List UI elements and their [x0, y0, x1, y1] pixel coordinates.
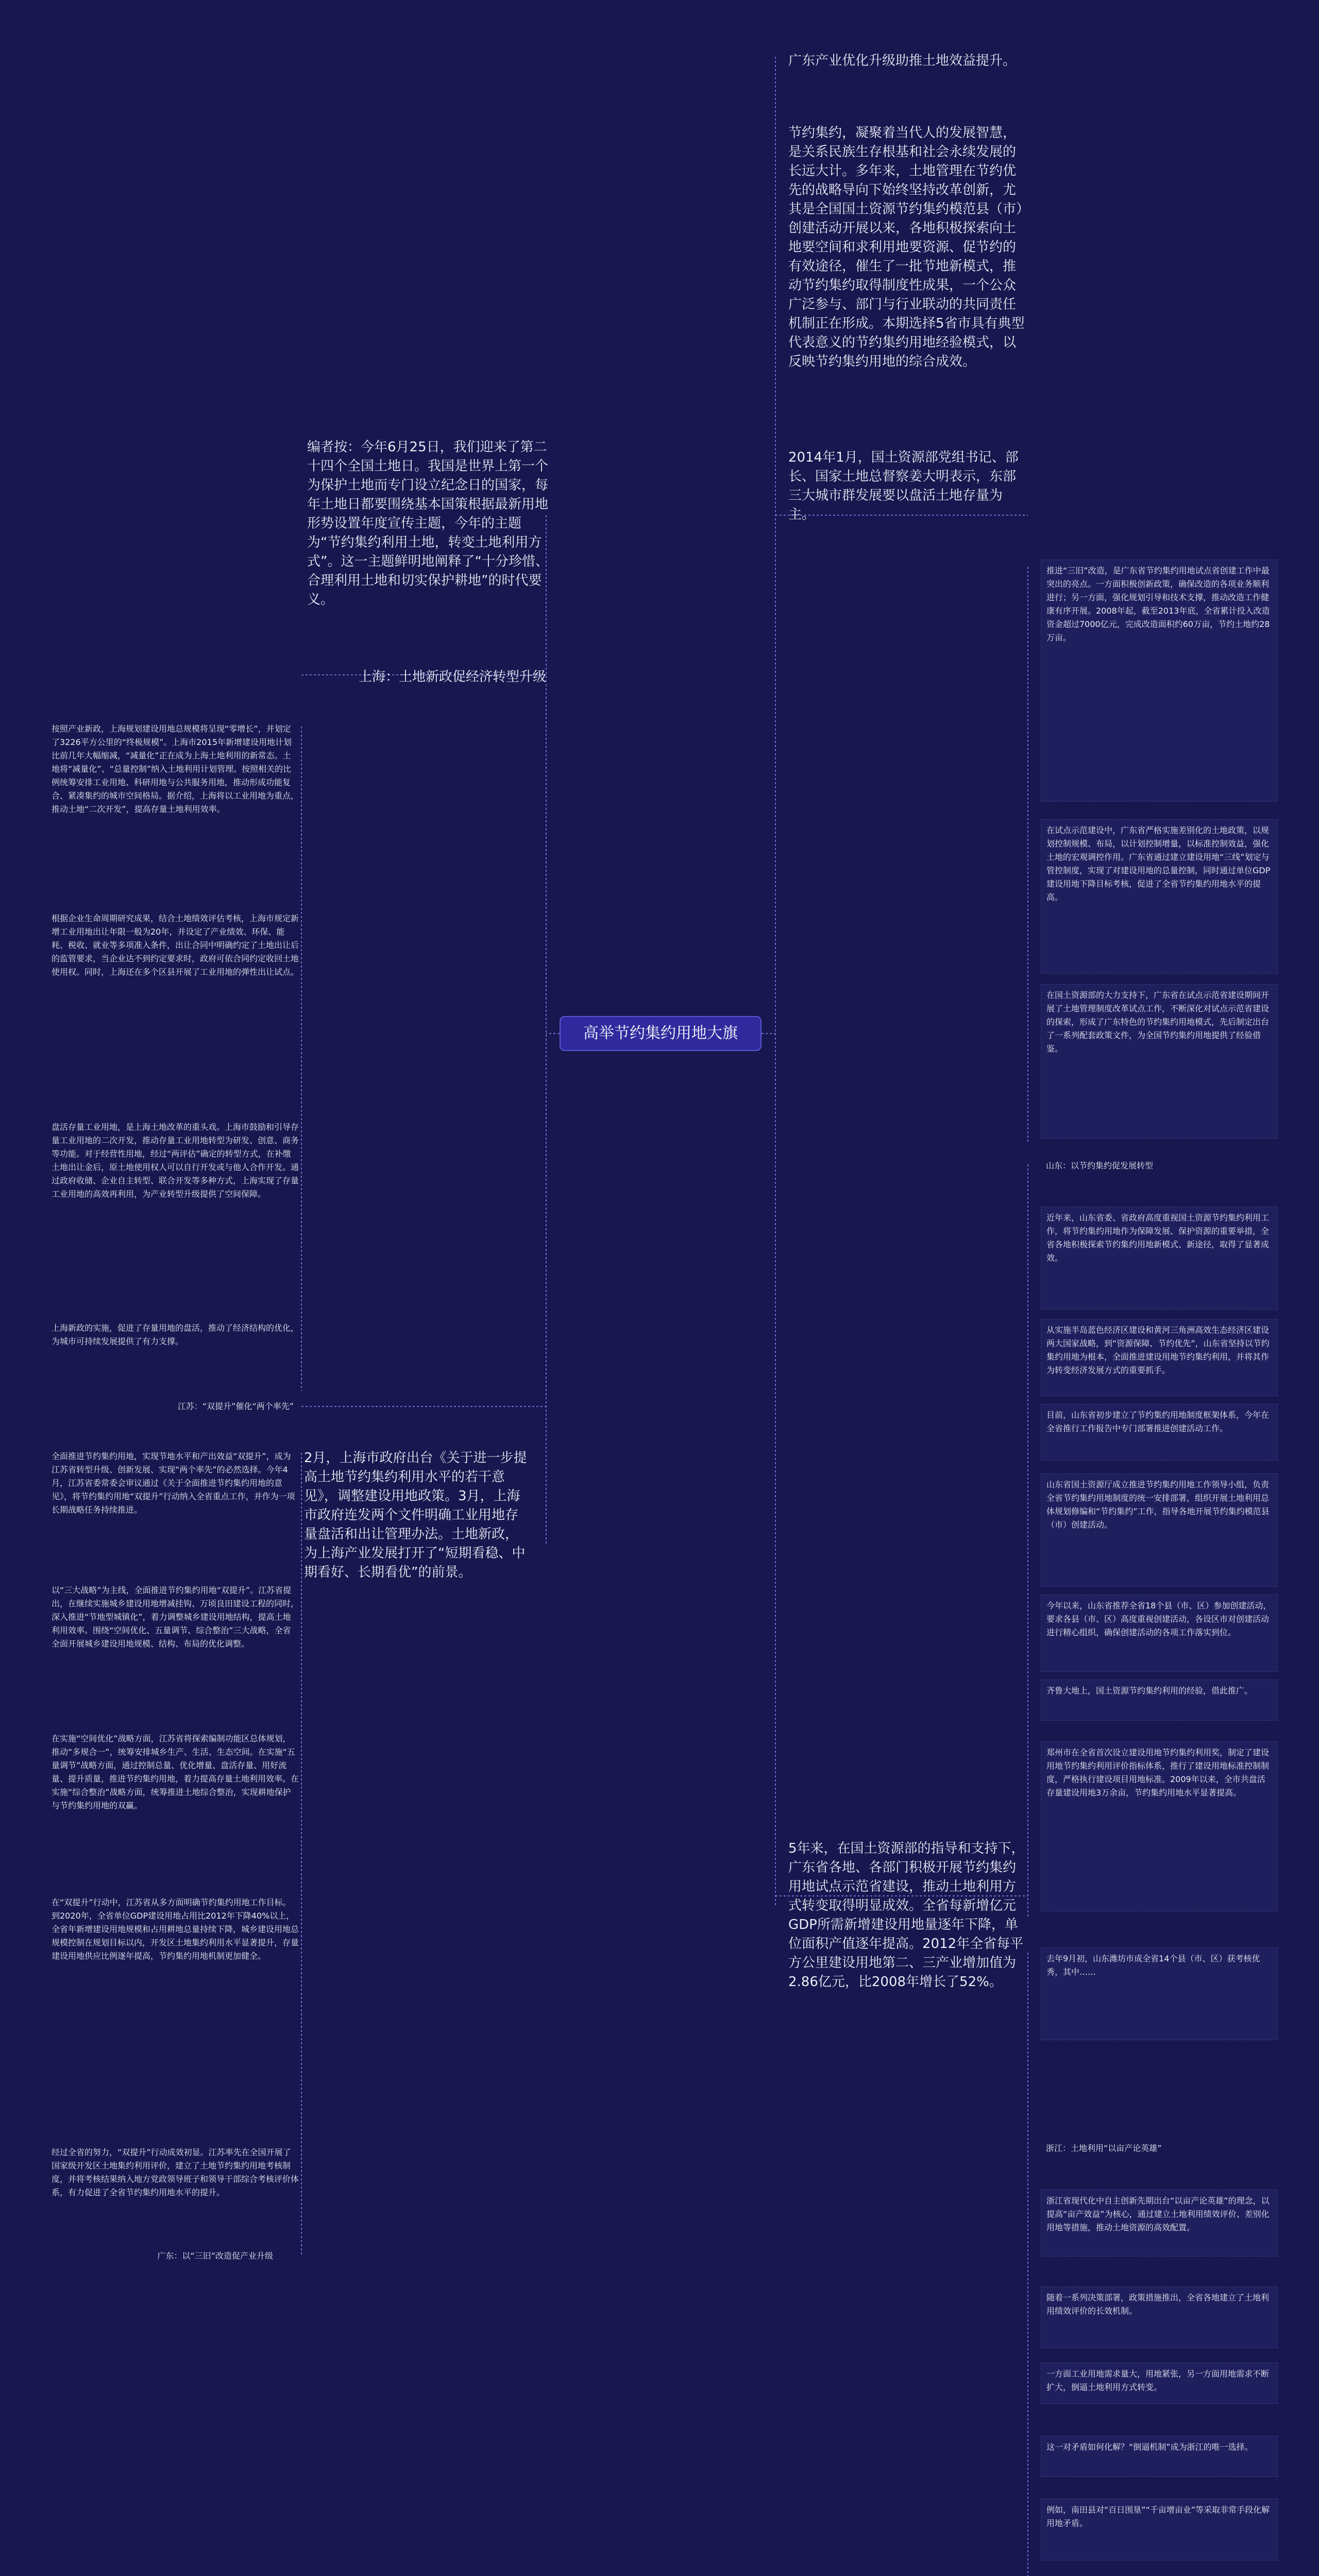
jiangsu-child-4: 在“双提升”行动中，江苏省从多方面明确节约集约用地工作目标。到2020年，全省单位GDP建设用地占用比2012年下降40%以上，全省年新增建设用地规模和占用耕地总量持续下降，城乡建设用地总规模控制在规划目标以内，开发区土地集约利用水平显著提升，存量建设用地供应比例逐年提高，节约集约用地机制更加健全。 — [52, 1897, 299, 1961]
shanghai-child-2: 根据企业生命周期研究成果，结合土地绩效评估考核，上海市规定新增工业用地出让年限一般为20年，并设定了产业绩效、环保、能耗、税收、就业等多项准入条件，出让合同中明确约定了土地出让后的监管要求，当企业达不到约定要求时，政府可依合同约定收回土地使用权。同时，上海还在多个区县开展了工业用地的弹性出让试点。 — [52, 913, 299, 977]
shandong-child-2: 从实施半岛蓝色经济区建设和黄河三角洲高效生态经济区建设两大国家战略，到“资源保障、节约优先”，山东省坚持以节约集约用地为根本，全面推进建设用地节约集约利用，并将其作为转变经济发展方式的重要抓手。 — [1041, 1319, 1278, 1396]
shanghai-child-1: 按照产业新政，上海规划建设用地总规模将呈现“零增长”，并划定了3226平方公里的“终极规模”。上海市2015年新增建设用地计划比前几年大幅缩减，“减量化”正在成为上海土地利用的新常态。土地将“减量化”、“总量控制”纳入土地利用计划管理。按照相关的比例统筹安排工业用地、科研用地与公共服务用地，推动形成功能复合、紧凑集约的城市空间格局。据介绍，上海将以工业用地为重点，推动土地“二次开发”，提高存量土地利用效率。 — [52, 724, 299, 814]
jiangsu-heading: 江苏：“双提升”催化“两个率先” — [177, 1401, 294, 1411]
jiangsu-child-5: 经过全省的努力，“双提升”行动成效初显。江苏率先在全国开展了国家级开发区土地集约利用评价，建立了土地节约集约用地考核制度，并将考核结果纳入地方党政领导班子和领导干部综合考核评价体系，有力促进了全省节约集约用地水平的提升。 — [52, 2147, 299, 2197]
shandong-child-5: 今年以来，山东省推荐全省18个县（市、区）参加创建活动，要求各县（市、区）高度重视创建活动，各设区市对创建活动进行精心组织，确保创建活动的各项工作落实到位。 — [1041, 1595, 1278, 1672]
right-mid-low-paragraph: 5年来，在国土资源部的指导和支持下，广东省各地、各部门积极开展节约集约用地试点示范省建设，推动土地利用方式转变取得明显成效。全省每新增亿元GDP所需新增建设用地量逐年下降，单位面积产值逐年提高。2012年全省每平方公里建设用地第二、三产业增加值为2.86亿元，比2008年增长了52%。 — [788, 1841, 1025, 1990]
shandong-child-7: 郑州市在全省首次设立建设用地节约集约利用奖，制定了建设用地节约集约利用评价指标体系，推行了建设用地标准控制制度，严格执行建设项目用地标准。2009年以来，全市共盘活存量建设用地3万余亩，节约集约用地水平显著提高。 — [1041, 1741, 1278, 1911]
zhejiang-child-2: 随着一系列决策部署，政策措施推出，全省各地建立了土地利用绩效评价的长效机制。 — [1041, 2286, 1278, 2348]
shanghai-heading: 上海：土地新政促经济转型升级 — [358, 669, 546, 685]
shandong-child-4: 山东省国土资源厅成立推进节约集约用地工作领导小组，负责全省节约集约用地制度的统一安排部署，组织开展土地利用总体规划修编和“节约集约”工作，指导各地开展节约集约模范县（市）创建活动。 — [1041, 1473, 1278, 1587]
guangdong-child-1: 推进“三旧”改造，是广东省节约集约用地试点省创建工作中最突出的亮点。一方面积极创新政策，确保改造的各项业务顺利进行；另一方面，强化规划引导和技术支撑，推动改造工作健康有序开展。2008年起，截至2013年底，全省累计投入改造资金超过7000亿元，完成改造面积约60万亩，节约土地约28万亩。 — [1041, 560, 1278, 802]
right-mid-paragraph: 2014年1月，国土资源部党组书记、部长、国家土地总督察姜大明表示，东部三大城市群发展要以盘活土地存量为主。 — [788, 450, 1019, 522]
right-top-paragraph: 节约集约，凝聚着当代人的发展智慧，是关系民族生存根基和社会永续发展的长远大计。多年来，土地管理在节约优先的战略导向下始终坚持改革创新，尤其是全国国土资源节约集约模范县（市）创建活动开展以来，各地积极探索向土地要空间和求利用地要资源、促节约的有效途径，催生了一批节地新模式，推动节约集约取得制度性成果，一个公众广泛参与、部门与行业联动的共同责任机制正在形成。本期选择5省市具有典型代表意义的节约集约用地经验模式，以反映节约集约用地的综合成效。 — [788, 125, 1025, 369]
zhejiang-child-5: 例如，南田县对“百日围垦”“千亩增亩业”等采取非常手段化解用地矛盾。 — [1041, 2499, 1278, 2561]
zhejiang-intro: 去年9月初，山东潍坊市成全省14个县（市、区）获考核优秀，其中…… — [1041, 1947, 1278, 2040]
zhejiang-child-1: 浙江省现代化中自主创新先期出台“以亩产论英雄”的理念，以提高“亩产效益”为核心，通过建立土地利用绩效评价、差别化用地等措施，推动土地资源的高效配置。 — [1041, 2190, 1278, 2257]
jiangsu-child-3: 在实施“空间优化”战略方面，江苏省将探索编制功能区总体规划，推动“多规合一”，统筹安排城乡生产、生活、生态空间。在实施“五量调节”战略方面，通过控制总量、优化增量、盘活存量、用好流量、提升质量，推进节约集约用地，着力提高存量土地利用效率。在实施“综合整治”战略方面，统筹推进土地综合整治，实现耕地保护与节约集约用地的双赢。 — [52, 1734, 299, 1810]
jiangsu-child-2: 以“三大战略”为主线，全面推进节约集约用地“双提升”。江苏省提出，在继续实施城乡建设用地增减挂钩、万顷良田建设工程的同时，深入推进“节地型城镇化”，着力调整城乡建设用地结构，提高土地利用效率。围绕“空间优化、五量调节、综合整治”三大战略，全省全面开展城乡建设用地规模、结构、布局的优化调整。 — [52, 1585, 299, 1649]
shandong-child-1: 近年来，山东省委、省政府高度重视国土资源节约集约利用工作，将节约集约用地作为保障发展、保护资源的重要举措，全省各地积极探索节约集约用地新模式、新途径，取得了显著成效。 — [1041, 1207, 1278, 1310]
shanghai-child-3: 盘活存量工业用地，是上海土地改革的重头戏。上海市鼓励和引导存量工业用地的二次开发，推动存量工业用地转型为研发、创意、商务等功能。对于经营性用地，经过“两评估”确定的转型方式，在补缴土地出让金后，原土地使用权人可以自行开发或与他人合作开发。通过政府收储、企业自主转型、联合开发等多种方式，上海实现了存量工业用地的高效再利用，为产业转型升级提供了空间保障。 — [52, 1122, 299, 1199]
shanghai-intro: 2月，上海市政府出台《关于进一步提高土地节约集约利用水平的若干意见》，调整建设用地政策。3月，上海市政府连发两个文件明确工业用地存量盘活和出让管理办法。土地新政，为上海产业发展打开了“短期看稳、中期看好、长期看优”的前景。 — [304, 1450, 527, 1580]
zhejiang-child-4: 这一对矛盾如何化解？“倒逼机制”成为浙江的唯一选择。 — [1041, 2436, 1278, 2477]
guangdong-child-3: 在国土资源部的大力支持下，广东省在试点示范省建设期间开展了土地管理制度改革试点工作，不断深化对试点示范省建设的探索，形成了广东特色的节约集约用地模式，先后制定出台了一系列配套政策文件，为全国节约集约用地提供了经验借鉴。 — [1041, 984, 1278, 1139]
shandong-child-6: 齐鲁大地上，国土资源节约集约利用的经验，借此推广。 — [1041, 1680, 1278, 1721]
shandong-child-3: 目前，山东省初步建立了节约集约用地制度框架体系，今年在全省推行工作报告中专门部署推进创建活动工作。 — [1041, 1404, 1278, 1461]
jiangsu-child-1: 全面推进节约集约用地，实现节地水平和产出效益“双提升”，成为江苏省转型升级、创新发展、实现“两个率先”的必然选择。今年4月，江苏省委常委会审议通过《关于全面推进节约集约用地的意见》，将节约集约用地“双提升”行动纳入全省重点工作，并作为一项长期战略任务持续推进。 — [52, 1451, 295, 1515]
shandong-heading: 山东：以节约集约促发展转型 — [1046, 1161, 1154, 1171]
zhejiang-heading: 浙江：土地利用“以亩产论英雄” — [1046, 2143, 1162, 2153]
root-node[interactable]: 高举节约集约用地大旗 — [560, 1016, 762, 1051]
editor-note: 编者按：今年6月25日，我们迎来了第二十四个全国土地日。我国是世界上第一个为保护土地而专门设立纪念日的国家，每年土地日都要围绕基本国策根据最新用地形势设置年度宣传主题，今年的主题为“节约集约利用土地，转变土地利用方式”。这一主题鲜明地阐释了“十分珍惜、合理利用土地和切实保护耕地”的时代要义。 — [307, 439, 549, 607]
guangdong-bottom-heading: 广东：以“三旧”改造促产业升级 — [157, 2251, 273, 2261]
zhejiang-child-3: 一方面工业用地需求量大，用地紧张，另一方面用地需求不断扩大，倒逼土地利用方式转变。 — [1041, 2363, 1278, 2404]
right-top-heading: 广东产业优化升级助推土地效益提升。 — [788, 53, 1017, 69]
shanghai-child-4: 上海新政的实施，促进了存量用地的盘活，推动了经济结构的优化，为城市可持续发展提供了有力支撑。 — [52, 1323, 299, 1346]
guangdong-child-2: 在试点示范建设中，广东省严格实施差别化的土地政策，以规划控制规模、布局，以计划控制增量，以标准控制效益，强化土地的宏观调控作用。广东省通过建立建设用地“三线”划定与管控制度，实现了对建设用地的总量控制，同时通过单位GDP建设用地下降目标考核，促进了全省节约集约用地水平的提高。 — [1041, 819, 1278, 974]
